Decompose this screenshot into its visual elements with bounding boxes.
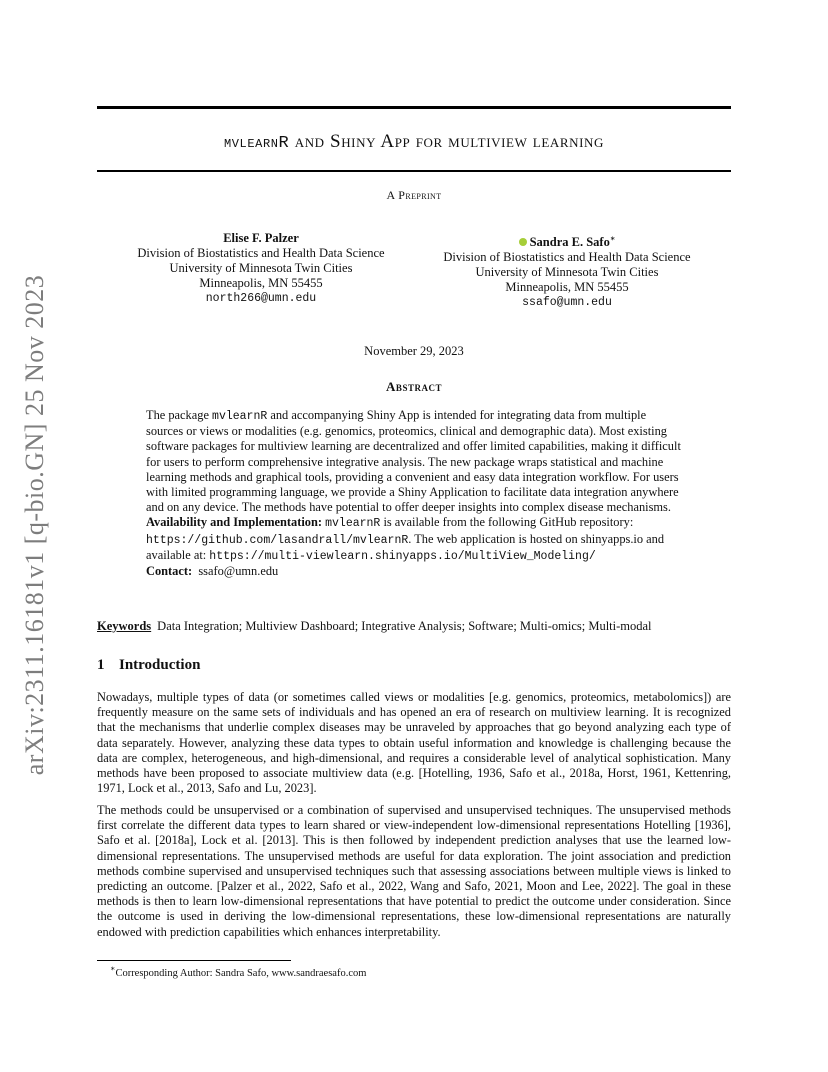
github-link[interactable]: https://github.com/lasandrall/mvlearnR <box>146 533 409 547</box>
body-paragraph-1 <box>97 690 731 796</box>
paragraph-text: The methods could be unsupervised or a combination of supervised and unsupervised techniques. The unsupervised methods first correlate the different data types to learn shared or view-independent low-dimensional representations Hotelling [1936], Safo et al. [2018a], Lock et al. [2013]. This is then followed by independent prediction analyses that use the learned low-dimensional representations. The unsupervised methods are useful for data exploration. The joint association and prediction methods combine supervised and unsupervised techniques such that assessing associations between multiple views is linked to predicting an outcome. [Palzer et al., 2022, Safo et al., 2022, Wang and Safo, 2021, Moon and Lee, 2022]. The goal in these methods is then to learn low-dimensional representations that have potential to predict the outcome under consideration. Since the outcome is used in deriving the low-dimensional representations, these low-dimensional representations are naturally endowed with prediction capabilities which enhances interpretability. <box>97 803 731 939</box>
abstract-paragraph <box>146 408 686 515</box>
package-name: mvlearnR <box>212 410 268 423</box>
keywords-line <box>97 619 737 634</box>
author-email[interactable]: ssafo@umn.edu <box>522 296 612 309</box>
author-block-2 <box>417 231 717 310</box>
title-bottom-rule <box>97 170 731 172</box>
author-address: Minneapolis, MN 55455 <box>199 276 323 290</box>
title-package-name: mvlearnR <box>223 134 290 153</box>
keywords-text: Data Integration; Multiview Dashboard; Integrative Analysis; Software; Multi-omics; Multi-modal <box>157 619 652 633</box>
abstract-text: and accompanying Shiny App is intended for integrating data from multiple sources or views or modalities (e.g. genomics, proteomics, clinical and demographic data). Most existing software packages for multiview learning are decentralized and offer limited capabilities, making it difficult for users to perform comprehensive integrative analysis. The new package wraps statistical and machine learning methods and graphical tools, providing a convenient and easy data integration workflow. For users with limited programming language, we provide a Shiny Application to facilitate data integration anywhere and on any device. The methods have potential to offer deeper insights into complex disease mechanisms. <box>146 408 681 515</box>
preprint-label: A Preprint <box>386 188 442 202</box>
availability-text: . The web application is hosted on shinyapps.io and available at: <box>146 531 665 562</box>
abstract-heading: Abstract <box>386 379 442 394</box>
footnote-marker: ∗ <box>110 964 116 973</box>
abstract-body <box>146 408 686 579</box>
author-block-1 <box>111 231 411 306</box>
orcid-icon[interactable] <box>519 238 527 246</box>
arxiv-side-stamp <box>17 265 53 785</box>
author-email[interactable]: north266@umn.edu <box>205 292 317 305</box>
contact-email[interactable]: ssafo@umn.edu <box>198 564 279 579</box>
arxiv-identifier: arXiv:2311.16181v1 [q-bio.GN] 25 Nov 2023 <box>20 274 50 776</box>
keywords-label: Keywords <box>97 619 152 633</box>
author-affiliation: University of Minnesota Twin Cities <box>475 265 659 279</box>
author-name: Sandra E. Safo <box>529 235 610 249</box>
paper-date: November 29, 2023 <box>364 344 464 358</box>
author-address: Minneapolis, MN 55455 <box>505 280 629 294</box>
availability-label: Availability and Implementation: <box>146 515 323 530</box>
footnote-marker: ∗ <box>609 234 616 243</box>
section-title: Introduction <box>119 657 201 673</box>
author-name: Elise F. Palzer <box>223 231 299 245</box>
author-affiliation: University of Minnesota Twin Cities <box>169 261 353 275</box>
body-paragraph-2 <box>97 803 731 940</box>
section-heading <box>97 657 200 674</box>
author-name-line <box>417 231 717 250</box>
shiny-app-link[interactable]: https://multi-viewlearn.shinyapps.io/MultiView_Modeling/ <box>209 549 596 563</box>
footnote-text: Corresponding Author: Sandra Safo, www.sandraesafo.com <box>115 968 367 979</box>
author-affiliation: Division of Biostatistics and Health Data Science <box>137 246 385 260</box>
author-affiliation: Division of Biostatistics and Health Data Science <box>443 250 691 264</box>
footnote-rule <box>97 960 291 961</box>
section-number: 1 <box>97 657 105 673</box>
title-text: and Shiny App for multiview learning <box>289 131 605 152</box>
footnote <box>110 964 366 979</box>
package-name: mvlearnR <box>325 517 381 531</box>
paragraph-text: Nowadays, multiple types of data (or sometimes called views or modalities [e.g. genomics, proteomics, metabolomics]) are frequently measure on the same sets of individuals and has opened an era of research on multiview learning. It is recognized that the mechanisms that underlie complex diseases may be unraveled by approaches that go beyond analyzing each type of data separately. However, analyzing these data types to obtain useful information and knowledge is challenging because the data are complex, heterogeneous, and high-dimensional, and requires a considerable level of analytical sophistication. Many methods have been proposed to associate multiview data (e.g. [Hotelling, 1936, Safo et al., 2018a, Horst, 1961, Kettenring, 1971, Lock et al., 2013, Safo and Lu, 2023]. <box>97 690 731 796</box>
availability-text: is available from the following GitHub repository: <box>380 515 634 530</box>
paper-title <box>97 131 731 153</box>
abstract-text: The package <box>146 408 213 422</box>
contact-paragraph <box>146 564 686 579</box>
contact-label: Contact: <box>146 564 193 579</box>
title-top-rule <box>97 106 731 109</box>
availability-paragraph <box>146 515 686 564</box>
